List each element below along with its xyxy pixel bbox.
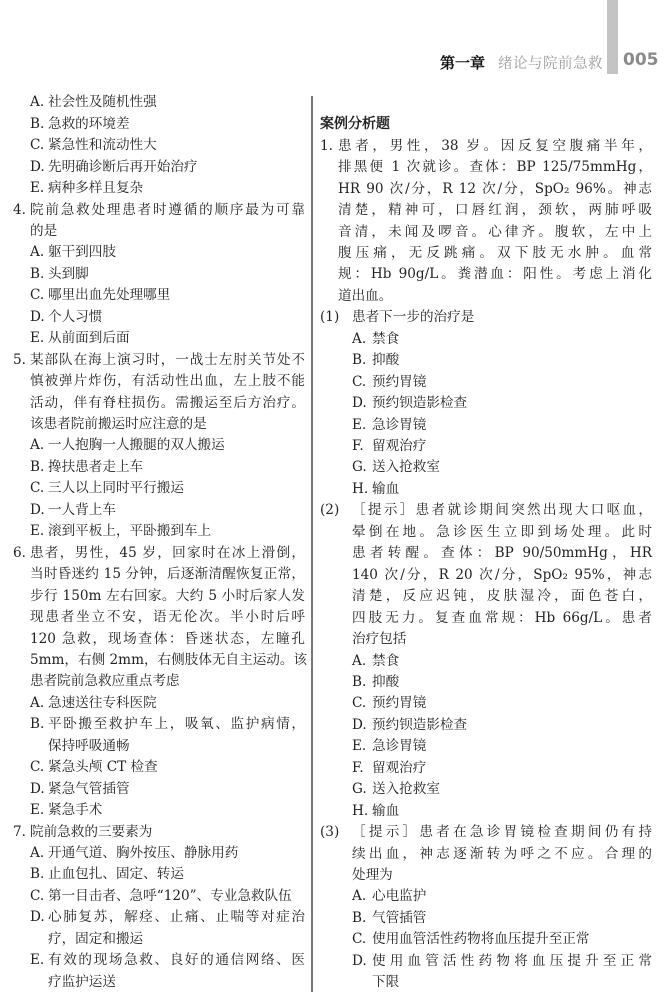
text-line: 当时昏迷约 15 分钟，后逐渐清醒恢复正常， [30,566,305,583]
option-label: C. [30,137,45,154]
text-line: 哪里出血先处理哪里 [48,287,171,304]
text-line: 腹压痛，无反跳痛。双下肢无水肿。血常 [338,244,652,261]
text-line: 的是 [30,222,58,239]
question-number: (3) [320,824,340,841]
option-label: E. [30,330,45,347]
option-label: D. [30,308,45,325]
text-line: 气管插管 [372,909,427,926]
question-number: 6. [13,544,26,561]
option-label: C. [30,887,45,904]
text-line: 疗监护运送 [48,973,116,990]
text-line: 患者下一步的治疗是 [352,309,475,326]
option-label: D. [30,780,45,797]
text-line: 三人以上同时平行搬运 [48,480,184,497]
text-line: 音清，未闻及啰音。心律齐。腹软，左中上 [338,223,652,240]
text-line: 禁食 [372,330,400,347]
option-label: A. [30,94,45,111]
heading-text: 案例分析题 [320,116,390,133]
question-number: 1. [320,137,333,154]
text-line: 步行 150m 左右回家。大约 5 小时后家人发 [30,587,305,604]
text-line: 院前急救的三要素为 [30,823,153,840]
option-label: B. [352,909,367,926]
option-label: A. [352,330,367,347]
text-line: 患者转醒。查体：BP 90/50mmHg，HR [352,545,652,562]
text-line: 预约胃镜 [372,373,427,390]
text-line: 患者院前急救应重点考虑 [30,673,180,690]
option-label: F. [352,759,364,776]
text-line: 留观治疗 [372,438,427,455]
option-label: D. [30,909,45,926]
text-line: 止血包扎、固定、转运 [48,866,184,883]
text-line: 从前面到后面 [48,330,130,347]
option-label: B. [30,866,45,883]
text-line: ［提示］患者就诊期间突然出现大口呕血， [352,502,652,519]
text-line: 急救的环境差 [48,115,130,132]
column-divider [311,96,313,992]
text-line: 留观治疗 [372,759,427,776]
text-line: 四肢无力。复查血常规：Hb 66g/L。患者 [352,609,652,626]
text-line: 心电监护 [372,888,427,905]
text-line: 禁食 [372,652,400,669]
option-label: B. [352,352,367,369]
option-label: G. [352,781,367,798]
option-label: D. [352,395,367,412]
text-line: 疗，固定和搬运 [48,930,144,947]
question-number: (1) [320,309,340,326]
text-line: 该患者院前搬运时应注意的是 [30,416,207,433]
text-line: HR 90 次/分，R 12 次/分，SpO₂ 96%。神志 [338,180,652,197]
text-line: 规：Hb 90g/L。粪潜血：阳性。考虑上消化 [338,266,652,283]
option-label: D. [30,501,45,518]
text-line: 滚到平板上，平卧搬到车上 [48,523,212,540]
text-line: 清楚，精神可，口唇红润，颈软，两肺呼吸 [338,202,652,219]
text-line: 使用血管活性药物将血压提升至正常 [372,931,590,948]
text-line: 头到脚 [48,265,89,282]
option-label: E. [30,802,45,819]
text-line: 急诊胃镜 [372,738,427,755]
text-line: 患者，男性，45 岁，回家时在冰上滑倒， [30,544,305,561]
text-line: 某部队在海上演习时，一战士左肘关节处不 [30,351,305,368]
question-number: 4. [13,201,26,218]
text-line: 紧急气管插管 [48,780,130,797]
option-label: A. [30,437,45,454]
option-label: G. [352,459,367,476]
text-line: 送入抢救室 [372,781,440,798]
option-label: C. [30,759,45,776]
option-label: B. [30,265,45,282]
text-line: 120 急救，现场查体：昏迷状态，左瞳孔 [30,630,305,647]
question-number: 7. [13,823,26,840]
text-line: 输血 [372,802,400,819]
text-line: 续出血，神志逐渐转为呼之不应。合理的 [352,845,652,862]
text-line: 患者，男性，38 岁。因反复空腹痛半年， [338,137,652,154]
question-number: (2) [320,502,340,519]
option-label: A. [30,244,45,261]
text-line: 活动，伴有脊柱损伤。需搬运至后方治疗。 [30,394,305,411]
text-line: 送入抢救室 [372,459,440,476]
option-label: D. [30,158,45,175]
text-line: 院前急救处理患者时遵循的顺序最为可靠 [30,201,305,218]
option-label: C. [352,931,367,948]
option-label: H. [352,480,369,497]
text-line: ［提示］患者在急诊胃镜检查期间仍有持 [352,824,652,841]
text-line: 第一目击者、急呼“120”、专业急救队伍 [48,887,292,904]
text-line: 抑酸 [372,673,400,690]
text-line: 处理为 [352,867,393,884]
text-line: 先明确诊断后再开始治疗 [48,158,198,175]
text-line: 治疗包括 [352,631,407,648]
text-line: 社会性及随机性强 [48,94,157,111]
text-line: 个人习惯 [48,308,103,325]
option-label: A. [352,888,367,905]
option-label: C. [30,480,45,497]
chapter-title: 绪论与院前急救 [498,56,603,72]
text-line: 下限 [372,974,400,991]
header-tab-bar [607,0,618,74]
option-label: A. [30,845,45,862]
option-label: C. [352,373,367,390]
text-line: 紧急手术 [48,802,103,819]
option-label: B. [30,115,45,132]
text-line: 抑酸 [372,352,400,369]
text-line: 开通气道、胸外按压、静脉用药 [48,845,239,862]
text-line: 5mm，右侧 2mm，右侧肢体无自主运动。该 [30,651,308,668]
text-line: 一人抱胸一人搬腿的双人搬运 [48,437,225,454]
text-line: 心肺复苏，解痉、止痛、止喘等对症治 [48,909,305,926]
text-line: 病种多样且复杂 [48,180,144,197]
text-line: 搀扶患者走上车 [48,458,144,475]
option-label: A. [352,652,367,669]
option-label: D. [352,952,367,969]
option-label: E. [352,416,367,433]
page-number: 005 [623,50,659,70]
text-line: 输血 [372,480,400,497]
text-line: 急诊胃镜 [372,416,427,433]
option-label: A. [30,694,45,711]
chapter-number: 第一章 [440,54,486,72]
text-line: 预约胃镜 [372,695,427,712]
text-line: 急速送往专科医院 [48,694,157,711]
text-line: 躯干到四肢 [48,244,116,261]
text-line: 排黑便 1 次就诊。查体：BP 125/75mmHg， [338,159,652,176]
text-line: 使用血管活性药物将血压提升至正常 [372,952,652,969]
text-line: 紧急头颅 CT 检查 [48,759,158,776]
text-line: 现患者坐立不安，语无伦次。半小时后呼 [30,609,305,626]
text-line: 一人背上车 [48,501,116,518]
option-label: H. [352,802,369,819]
text-line: 晕倒在地。急诊医生立即到场处理。此时 [352,523,652,540]
option-label: C. [30,287,45,304]
option-label: D. [352,716,367,733]
option-label: C. [352,695,367,712]
text-line: 平卧搬至救护车上，吸氧、监护病情， [48,716,305,733]
option-label: E. [30,952,45,969]
option-label: E. [30,180,45,197]
text-line: 预约钡造影检查 [372,716,468,733]
text-line: 有效的现场急救、良好的通信网络、医 [48,952,305,969]
text-line: 慎被弹片炸伤，有活动性出血，左上肢不能 [30,373,305,390]
text-line: 预约钡造影检查 [372,395,468,412]
text-line: 紧急性和流动性大 [48,137,157,154]
option-label: E. [352,738,367,755]
option-label: B. [352,673,367,690]
option-label: B. [30,716,45,733]
option-label: F. [352,438,364,455]
text-line: 清楚，反应迟钝，皮肤湿冷，面色苍白， [352,588,652,605]
question-number: 5. [13,351,26,368]
text-line: 道出血。 [338,287,393,304]
text-line: 140 次/分，R 20 次/分，SpO₂ 95%，神志 [352,566,652,583]
text-line: 保持呼吸通畅 [48,737,130,754]
option-label: B. [30,458,45,475]
option-label: E. [30,523,45,540]
